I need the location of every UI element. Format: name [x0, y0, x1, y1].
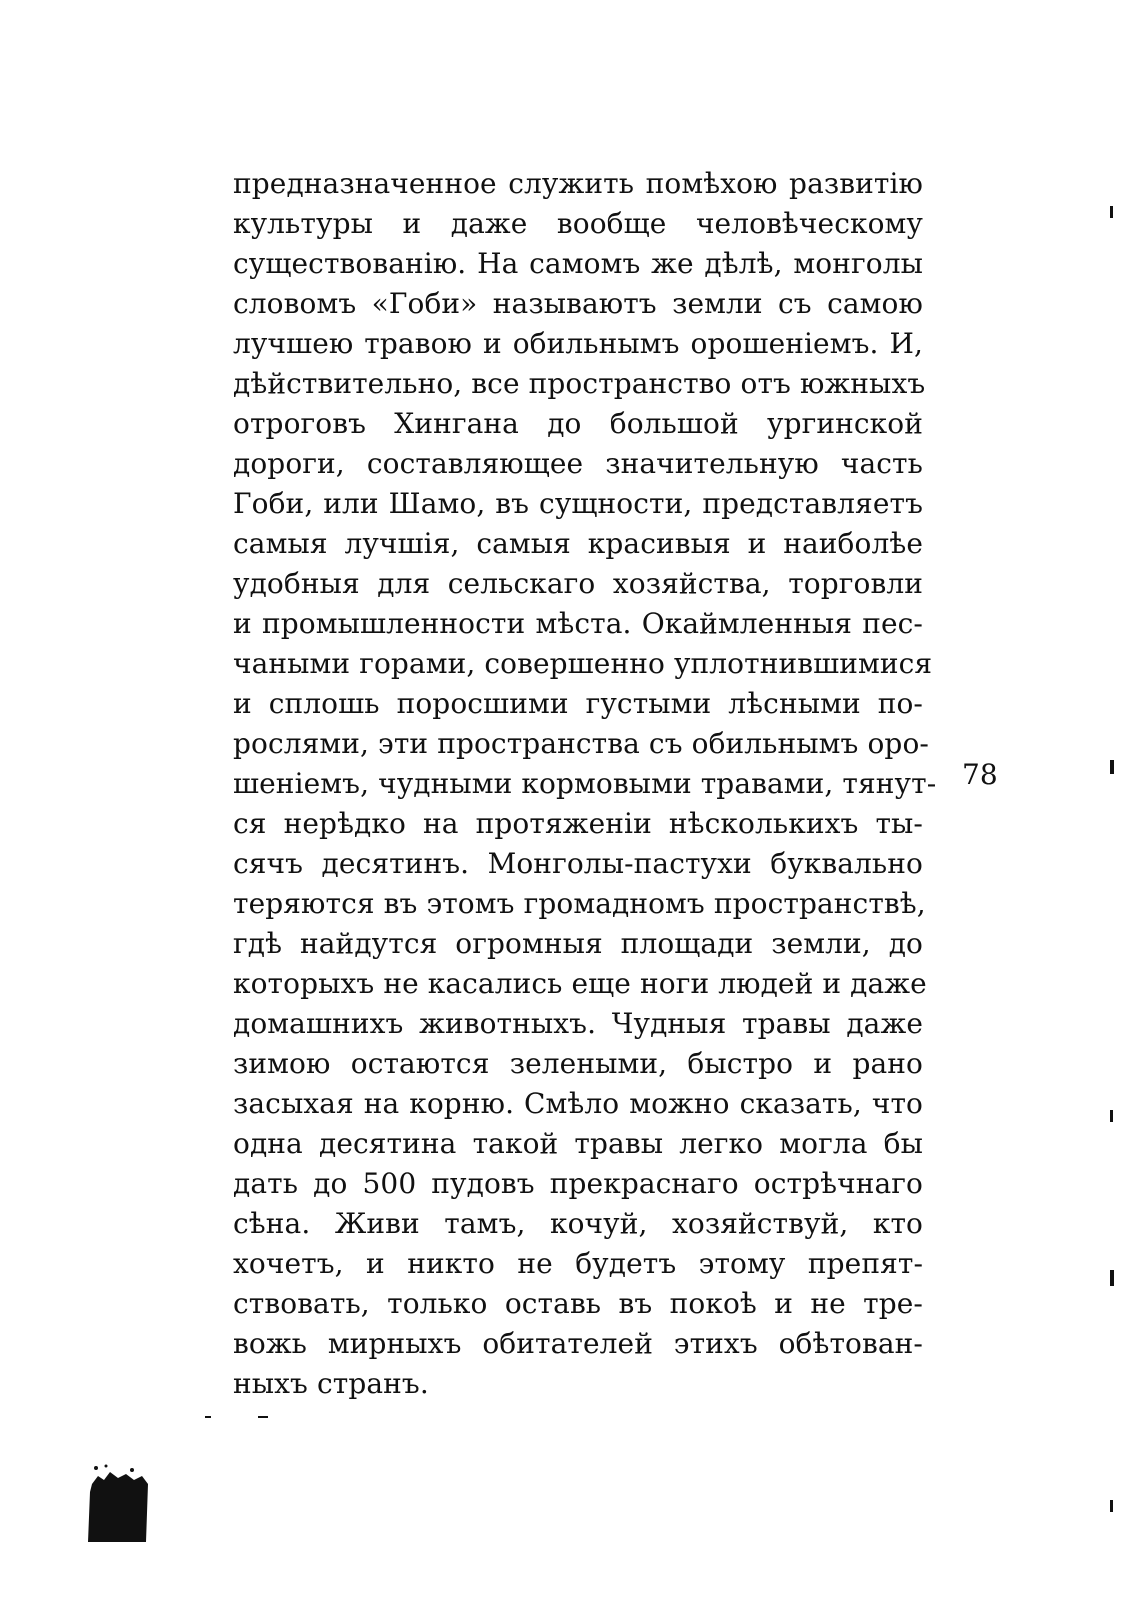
text-line: сячъ десятинъ. Монголы-пастухи буквально [233, 847, 923, 880]
text-line: удобныя для сельскаго хозяйства, торговли [233, 567, 923, 600]
text-line: дать до 500 пудовъ прекраснаго острѣчнаго [233, 1167, 923, 1200]
text-line: лучшею травою и обильнымъ орошеніемъ. И, [233, 327, 923, 360]
text-line: ствовать, только оставь въ покоѣ и не тре- [233, 1287, 923, 1320]
text-line: чаными горами, совершенно уплотнившимися [233, 647, 933, 680]
text-line: ныхъ странъ. [233, 1367, 429, 1400]
text-line: предназначенное служить помѣхою развитію [233, 167, 923, 200]
text-line: шеніемъ, чудными кормовыми травами, тянут- [233, 767, 937, 800]
speck-mark [258, 1416, 268, 1418]
text-line: одна десятина такой травы легко могла бы [233, 1127, 923, 1160]
text-line: теряются въ этомъ громадномъ пространствѣ, [233, 887, 926, 920]
edge-mark [1110, 760, 1114, 774]
text-line: ся нерѣдко на протяженіи нѣсколькихъ ты- [233, 807, 923, 840]
text-line: рослями, эти пространства съ обильнымъ оро- [233, 727, 929, 760]
text-line: культуры и даже вообще человѣческому [233, 207, 923, 240]
speck-mark [205, 1416, 211, 1418]
text-line: которыхъ не касались еще ноги людей и даже [233, 967, 927, 1000]
edge-mark [1110, 1110, 1113, 1122]
text-line: вожь мирныхъ обитателей этихъ обѣтован- [233, 1327, 923, 1360]
text-line: домашнихъ животныхъ. Чудныя травы даже [233, 1007, 923, 1040]
page-number: 78 [962, 758, 998, 791]
text-line: дороги, составляющее значительную часть [233, 447, 923, 480]
text-line: засыхая на корню. Смѣло можно сказать, что [233, 1087, 923, 1120]
text-line: хочетъ, и никто не будетъ этому препят- [233, 1247, 923, 1280]
text-line: существованію. На самомъ же дѣлѣ, монголы [233, 247, 923, 280]
text-line: словомъ «Гоби» называютъ земли съ самою [233, 287, 923, 320]
edge-mark [1110, 1500, 1113, 1512]
text-line: отроговъ Хингана до большой ургинской [233, 407, 923, 440]
text-line: дѣйствительно, все пространство отъ южныхъ [233, 367, 926, 400]
text-line: гдѣ найдутся огромныя площади земли, до [233, 927, 923, 960]
body-text [233, 164, 937, 1404]
text-line: и промышленности мѣста. Окаймленныя пес- [233, 607, 923, 640]
text-line: сѣна. Живи тамъ, кочуй, хозяйствуй, кто [233, 1207, 923, 1240]
edge-mark [1110, 1270, 1114, 1286]
ink-blot-artifact [88, 1462, 150, 1542]
edge-mark [1110, 206, 1113, 218]
text-line: и сплошь поросшими густыми лѣсными по- [233, 687, 923, 720]
text-line: Гоби, или Шамо, въ сущности, представляетъ [233, 487, 923, 520]
text-line: зимою остаются зелеными, быстро и рано [233, 1047, 923, 1080]
text-line: самыя лучшія, самыя красивыя и наиболѣе [233, 527, 923, 560]
